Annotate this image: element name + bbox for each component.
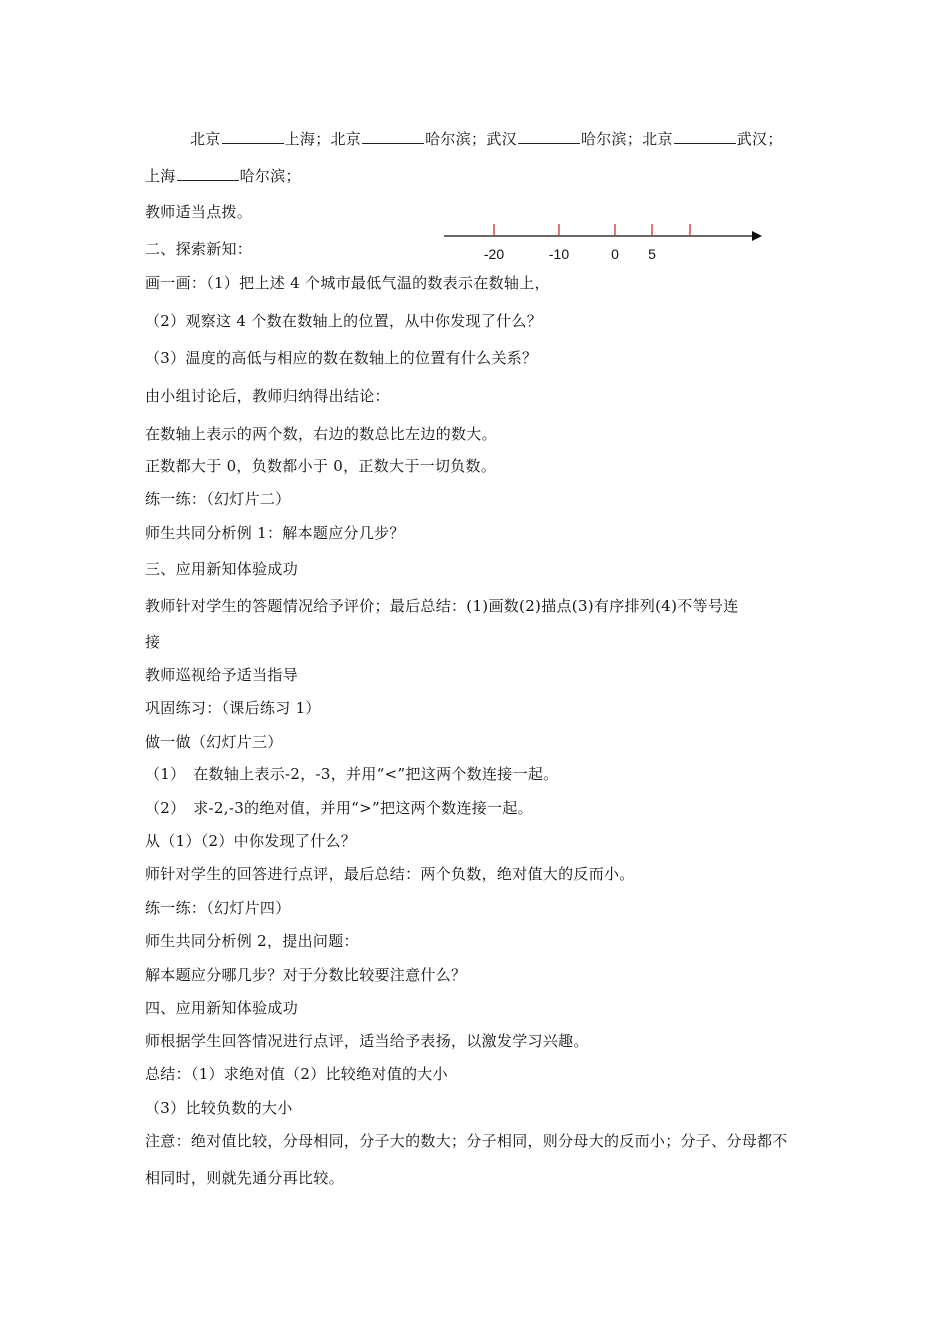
city-shanghai: 上海	[145, 167, 176, 185]
answer-blank[interactable]	[222, 129, 284, 144]
example-1: 师生共同分析例 1：解本题应分几步？	[145, 524, 405, 542]
city-beijing: 北京	[190, 130, 221, 148]
praise-text: 师根据学生回答情况进行点评，适当给予表扬，以激发学习兴趣。	[145, 1032, 589, 1050]
number-line-tick-label: 0	[611, 246, 619, 262]
example-2: 师生共同分析例 2，提出问题：	[145, 932, 359, 950]
teacher-hint: 教师适当点拨。	[145, 203, 253, 221]
conclusion-1: 在数轴上表示的两个数，右边的数总比左边的数大。	[145, 425, 497, 443]
number-line-tick-label: -20	[483, 246, 505, 262]
practice-slide-4: 练一练：（幻灯片四）	[145, 899, 291, 917]
number-line-tick-label: 5	[648, 246, 656, 262]
do-it-slide-3: 做一做（幻灯片三）	[145, 733, 283, 751]
summary-2: 总结：（1）求绝对值（2）比较绝对值的大小	[145, 1065, 448, 1083]
section-heading-2: 二、探索新知：	[145, 240, 253, 258]
number-line	[440, 218, 770, 266]
practice-slide-2: 练一练：（幻灯片二）	[145, 490, 291, 508]
found-question: 从（1）（2）中你发现了什么？	[145, 832, 357, 850]
city-text: 武汉；	[736, 130, 783, 148]
answer-blank[interactable]	[674, 129, 736, 144]
consolidate-practice: 巩固练习：（课后练习 1）	[145, 699, 321, 717]
section-heading-4: 四、应用新知体验成功	[145, 999, 299, 1017]
teacher-guide: 教师巡视给予适当指导	[145, 666, 299, 684]
question-3: （3）温度的高低与相应的数在数轴上的位置有什么关系？	[145, 349, 538, 367]
draw-task: 画一画：（1）把上述 4 个城市最低气温的数表示在数轴上，	[145, 274, 550, 292]
discussion-text: 由小组讨论后，教师归纳得出结论：	[145, 387, 390, 405]
comparison-line-2	[145, 165, 301, 186]
answer-blank[interactable]	[518, 129, 580, 144]
city-text: 哈尔滨；武汉	[425, 130, 517, 148]
summary-1a: 教师针对学生的答题情况给予评价；最后总结：(1)画数(2)描点(3)有序排列(4)不等号连	[145, 597, 739, 615]
city-text: 哈尔滨；北京	[580, 130, 673, 148]
comparison-line-1	[190, 128, 783, 149]
note-line-1: 注意：绝对值比较，分母相同，分子大的数大；分子相同，则分母大的反而小；分子、分母都不	[145, 1132, 788, 1150]
answer-blank[interactable]	[362, 129, 424, 144]
steps-question: 解本题应分哪几步？对于分数比较要注意什么？	[145, 966, 467, 984]
note-line-2: 相同时，则就先通分再比较。	[145, 1169, 344, 1187]
question-2: （2）观察这 4 个数在数轴上的位置，从中你发现了什么？	[145, 312, 543, 330]
teacher-comment: 师针对学生的回答进行点评，最后总结：两个负数，绝对值大的反而小。	[145, 865, 635, 883]
do-it-item-2: （2） 求-2,-3的绝对值，并用“>”把这两个数连接一起。	[145, 799, 533, 817]
city-text: 上海；北京	[284, 130, 362, 148]
answer-blank[interactable]	[177, 166, 239, 181]
number-line-tick-label: -10	[548, 246, 570, 262]
section-heading-3: 三、应用新知体验成功	[145, 560, 299, 578]
summary-2b: （3）比较负数的大小	[145, 1099, 293, 1117]
conclusion-2: 正数都大于 0，负数都小于 0，正数大于一切负数。	[145, 457, 497, 475]
summary-1b: 接	[145, 633, 161, 651]
city-harbin: 哈尔滨；	[239, 167, 301, 185]
axis-arrow-icon	[752, 231, 762, 241]
do-it-item-1: （1） 在数轴上表示-2，-3，并用“<”把这两个数连接一起。	[145, 765, 559, 783]
